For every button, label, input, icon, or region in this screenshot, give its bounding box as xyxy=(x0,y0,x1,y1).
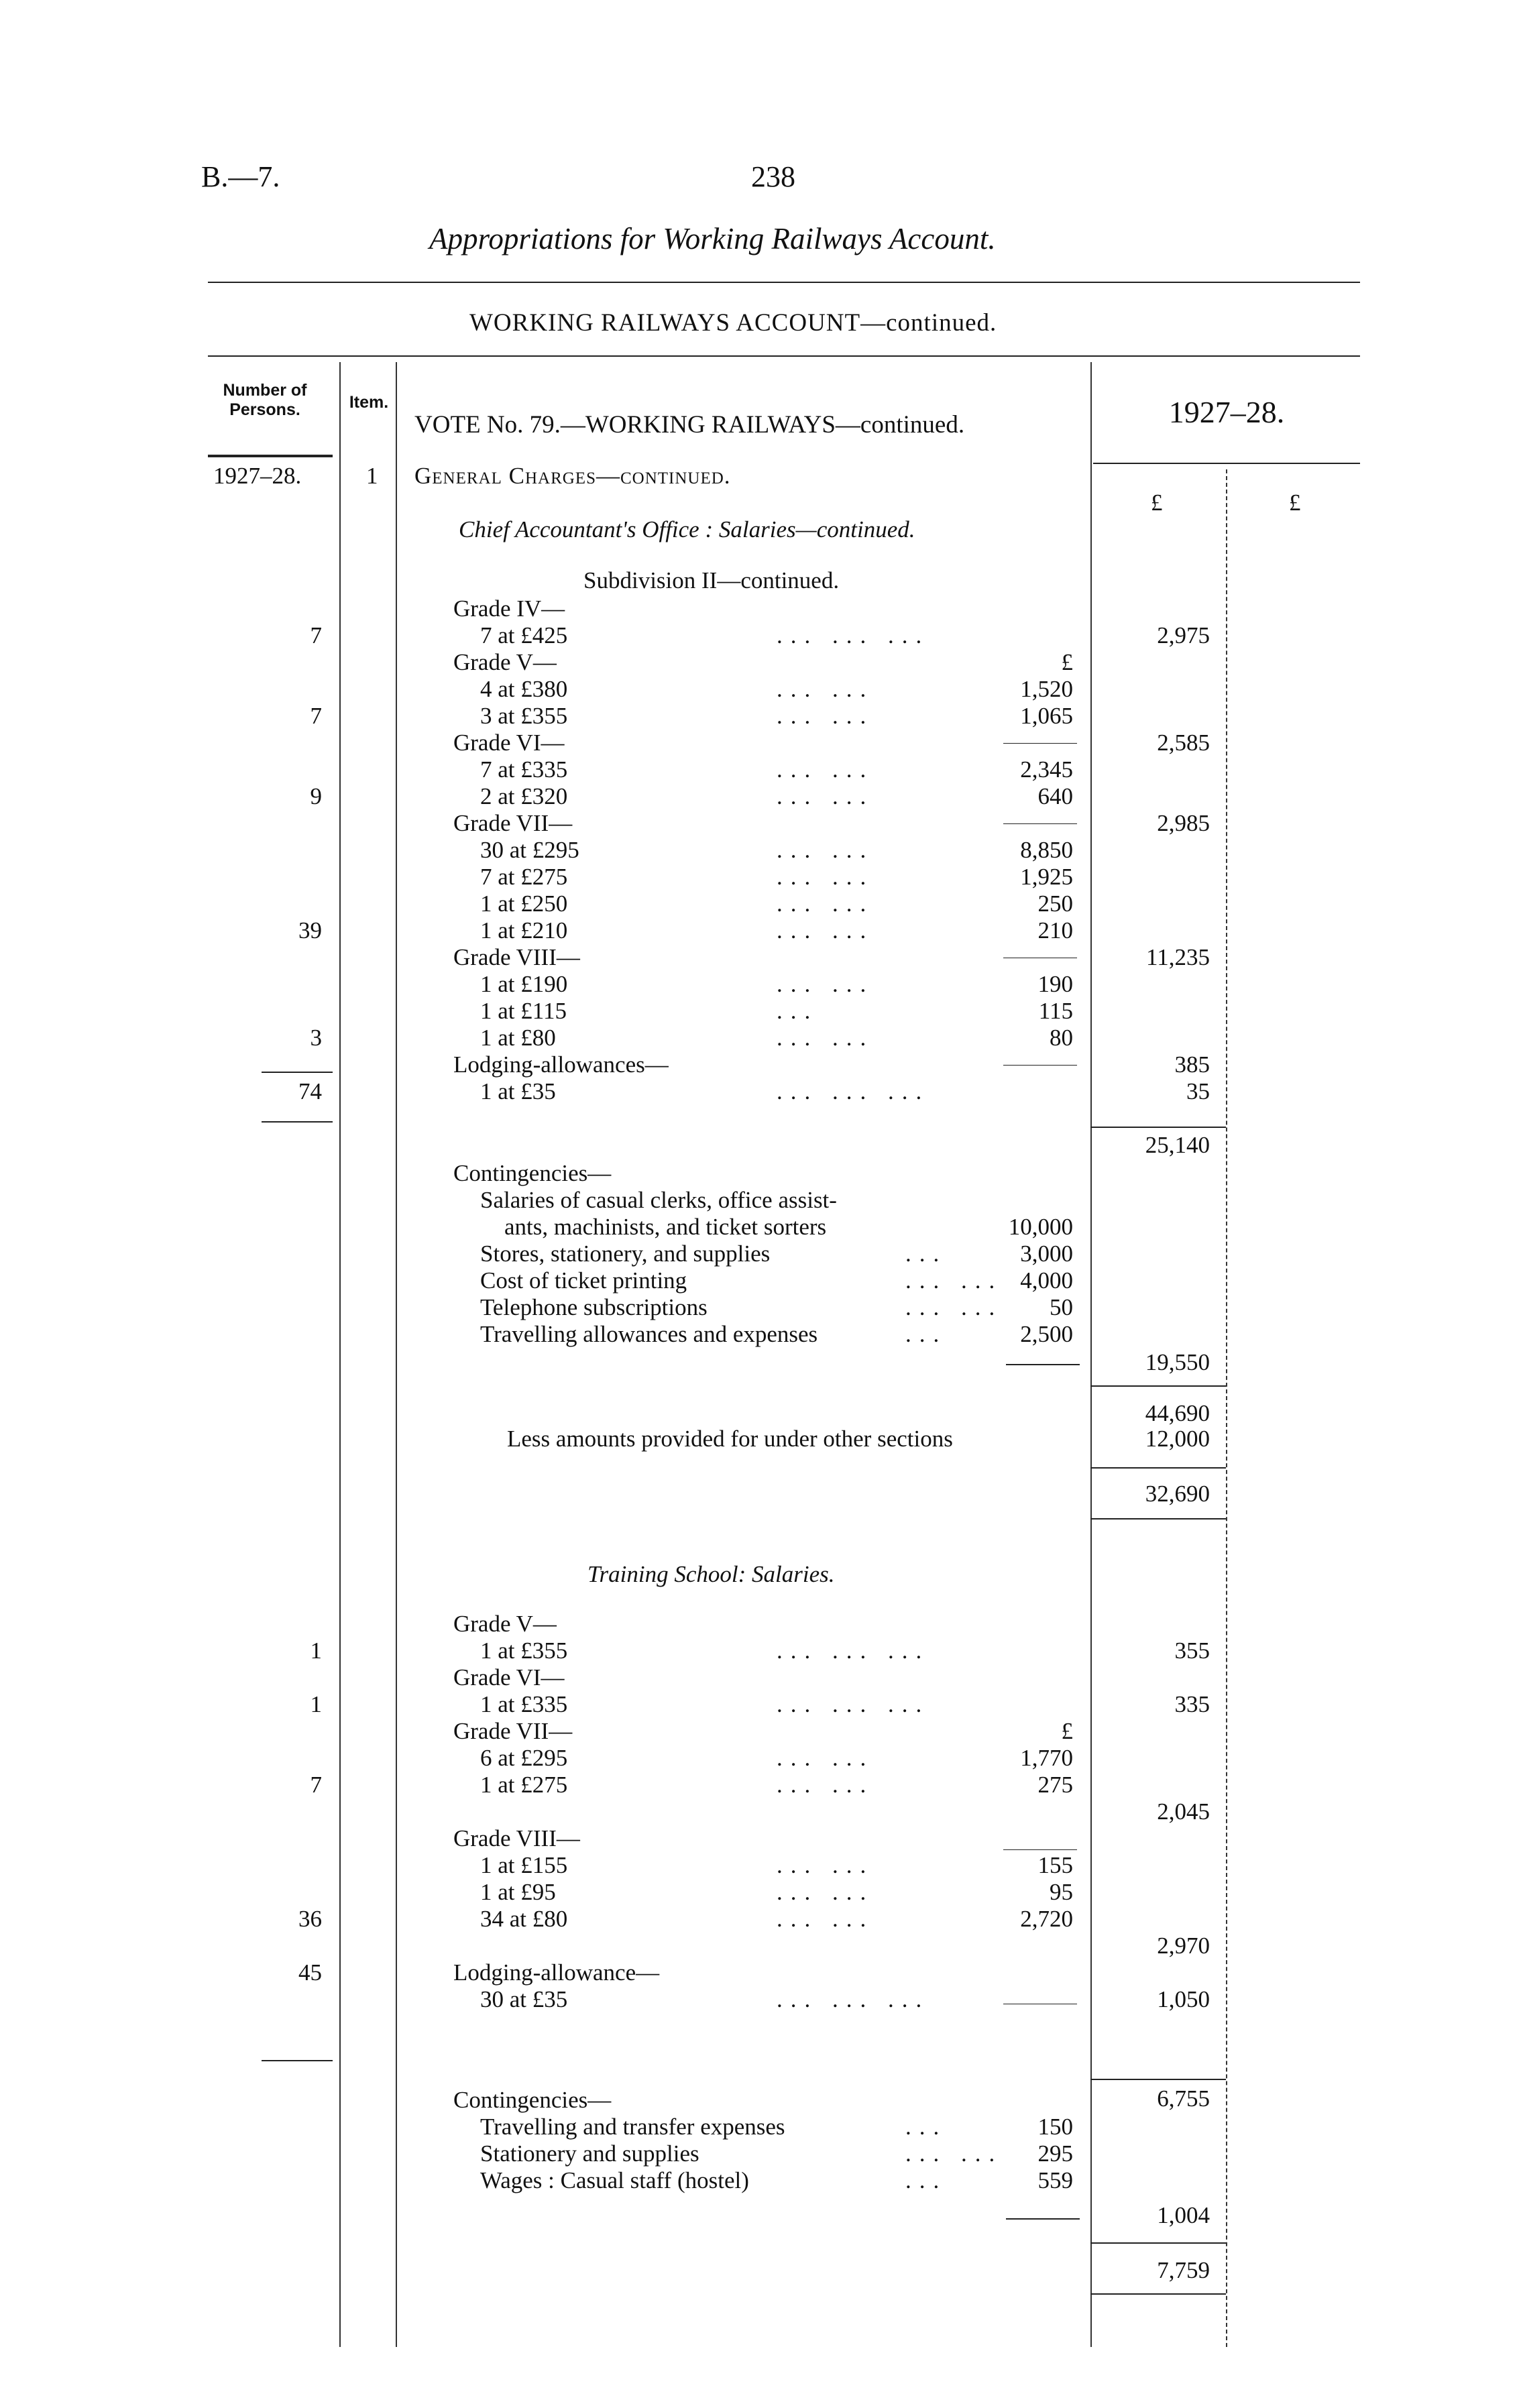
inner-amount: 190 xyxy=(1037,971,1073,997)
outer-amount: 385 xyxy=(1174,1051,1210,1078)
inner-amount: £ xyxy=(1061,1718,1073,1744)
inner-amount: 2,720 xyxy=(1020,1906,1073,1932)
rate-line: 1 at £275 xyxy=(480,1772,568,1798)
persons-count: 36 xyxy=(298,1906,322,1932)
persons-count: 7 xyxy=(310,622,322,648)
rate-line: 1 at £95 xyxy=(480,1879,556,1905)
rule xyxy=(262,1121,333,1123)
grade-heading: Grade VIII— xyxy=(453,1825,580,1851)
grade-heading: Lodging-allowance— xyxy=(453,1959,660,1986)
contingency-line: Travelling and transfer expenses xyxy=(480,2114,785,2140)
rate-line: 3 at £355 xyxy=(480,703,568,729)
rule xyxy=(1003,1065,1077,1066)
outer-amount: 2,975 xyxy=(1157,622,1210,648)
leader-dots: ... ... xyxy=(905,2140,1003,2167)
gross-total: 44,690 xyxy=(1145,1400,1210,1426)
leader-dots: ... ... ... xyxy=(777,622,930,648)
rule xyxy=(1090,1467,1226,1469)
rule xyxy=(1090,1127,1226,1128)
training-heading: Training School: Salaries. xyxy=(587,1561,835,1587)
rule xyxy=(1090,1385,1226,1387)
leader-dots: ... ... xyxy=(905,1267,1003,1294)
grade-heading: Grade VIII— xyxy=(453,944,580,970)
inner-amount: 2,345 xyxy=(1020,756,1073,783)
inner-amount: 250 xyxy=(1037,891,1073,917)
pound-sign: £ xyxy=(1289,490,1301,516)
inner-amount: 640 xyxy=(1037,783,1073,809)
persons-count: 7 xyxy=(310,1772,322,1798)
leader-dots: ... ... xyxy=(905,1294,1003,1320)
rule xyxy=(1090,2242,1226,2244)
leader-dots: ... ... xyxy=(777,917,875,943)
outer-amount: 11,235 xyxy=(1146,944,1210,970)
inner-amount: £ xyxy=(1061,649,1073,675)
leader-dots: ... ... xyxy=(777,676,875,702)
contingency-amount: 3,000 xyxy=(1020,1241,1073,1267)
item-number: 1 xyxy=(366,463,378,489)
contingency-amount: 50 xyxy=(1050,1294,1073,1320)
column-header-vote: VOTE No. 79.—WORKING RAILWAYS—continued. xyxy=(414,411,965,439)
office-heading: Chief Accountant's Office : Salaries—continued. xyxy=(459,516,915,542)
rule xyxy=(1006,2218,1080,2220)
inner-amount: 95 xyxy=(1050,1879,1073,1905)
contingency-line: Salaries of casual clerks, office assist- xyxy=(480,1187,837,1213)
leader-dots: ... xyxy=(905,2114,948,2140)
column-header-year: 1927–28. xyxy=(1168,395,1285,429)
rule xyxy=(1003,743,1077,744)
rule xyxy=(1093,463,1360,464)
contingency-line: Wages : Casual staff (hostel) xyxy=(480,2167,749,2193)
rule xyxy=(208,455,333,457)
subdivision-heading: Subdivision II—continued. xyxy=(583,567,840,593)
contingency-amount: 559 xyxy=(1037,2167,1073,2193)
leader-dots: ... ... xyxy=(777,837,875,863)
grade-heading: Lodging-allowances— xyxy=(453,1051,669,1078)
rule xyxy=(1090,2079,1226,2080)
grade-heading: Grade V— xyxy=(453,649,557,675)
inner-amount: 8,850 xyxy=(1020,837,1073,863)
document-reference: B.—7. xyxy=(201,160,280,193)
leader-dots: ... ... xyxy=(777,1745,875,1771)
rate-line: 7 at £275 xyxy=(480,864,568,890)
grade-heading: Grade VII— xyxy=(453,1718,573,1744)
leader-dots: ... ... xyxy=(777,864,875,890)
grade-heading: Grade VII— xyxy=(453,810,573,836)
leader-dots: ... xyxy=(905,2167,948,2193)
outer-amount: 35 xyxy=(1186,1078,1210,1104)
rate-line: 1 at £80 xyxy=(480,1025,556,1051)
inner-amount: 155 xyxy=(1037,1852,1073,1878)
leader-dots: ... ... xyxy=(777,971,875,997)
rule xyxy=(208,282,1360,283)
rule xyxy=(1006,1364,1080,1365)
contingency-amount: 150 xyxy=(1037,2114,1073,2140)
less-label: Less amounts provided for under other sections xyxy=(507,1426,953,1452)
outer-amount: 2,585 xyxy=(1157,730,1210,756)
rate-line: 34 at £80 xyxy=(480,1906,568,1932)
persons-count: 7 xyxy=(310,703,322,729)
training-subtotal: 6,755 xyxy=(1157,2085,1210,2112)
outer-amount: 2,970 xyxy=(1157,1933,1210,1959)
leader-dots: ... xyxy=(905,1321,948,1347)
inner-amount: 80 xyxy=(1050,1025,1073,1051)
contingencies-heading: Contingencies— xyxy=(453,1160,612,1186)
contingency-line: Travelling allowances and expenses xyxy=(480,1321,818,1347)
outer-amount: 355 xyxy=(1174,1638,1210,1664)
persons-count: 45 xyxy=(298,1959,322,1986)
leader-dots: ... ... xyxy=(777,1879,875,1905)
grand-total: 7,759 xyxy=(1157,2257,1210,2283)
leader-dots: ... ... xyxy=(777,891,875,917)
leader-dots: ... ... xyxy=(777,1906,875,1932)
leader-dots: ... ... xyxy=(777,703,875,729)
persons-count: 1 xyxy=(310,1638,322,1664)
part1-subtotal: 25,140 xyxy=(1145,1132,1210,1158)
rule xyxy=(262,2060,333,2061)
contingency-amount: 10,000 xyxy=(1008,1214,1073,1240)
rate-line: 1 at £155 xyxy=(480,1852,568,1878)
contingency-line: Stationery and supplies xyxy=(480,2140,699,2167)
persons-count: 39 xyxy=(298,917,322,943)
rule xyxy=(208,355,1360,357)
rule xyxy=(1003,823,1077,824)
pound-sign: £ xyxy=(1151,490,1163,516)
contingency-amount: 4,000 xyxy=(1020,1267,1073,1294)
rule xyxy=(1003,1849,1077,1850)
column-rule xyxy=(396,362,397,2347)
outer-amount: 2,045 xyxy=(1157,1798,1210,1825)
leader-dots: ... ... ... xyxy=(777,1078,930,1104)
column-header-item: Item. xyxy=(349,393,389,412)
leader-dots: ... ... ... xyxy=(777,1638,930,1664)
less-value: 12,000 xyxy=(1145,1426,1210,1452)
contingency-amount: 295 xyxy=(1037,2140,1073,2167)
contingencies1-total: 19,550 xyxy=(1145,1349,1210,1375)
rate-line: 2 at £320 xyxy=(480,783,568,809)
rate-line: 1 at £210 xyxy=(480,917,568,943)
rate-line: 1 at £335 xyxy=(480,1691,568,1717)
rule xyxy=(262,1072,333,1073)
inner-amount: 1,770 xyxy=(1020,1745,1073,1771)
contingency-line: Stores, stationery, and supplies xyxy=(480,1241,771,1267)
rate-line: 30 at £295 xyxy=(480,837,579,863)
outer-amount: 335 xyxy=(1174,1691,1210,1717)
grade-heading: Grade IV— xyxy=(453,595,565,622)
persons-count: 3 xyxy=(310,1025,322,1051)
rule xyxy=(1090,1518,1226,1520)
leader-dots: ... ... ... xyxy=(777,1691,930,1717)
leader-dots: ... ... xyxy=(777,1772,875,1798)
inner-amount: 115 xyxy=(1038,998,1073,1024)
page-number: 238 xyxy=(751,160,795,193)
leader-dots: ... xyxy=(905,1241,948,1267)
persons-count: 9 xyxy=(310,783,322,809)
column-rule xyxy=(1226,469,1227,2347)
general-charges-heading: General Charges—continued. xyxy=(414,463,731,489)
rate-line: 6 at £295 xyxy=(480,1745,568,1771)
rate-line: 1 at £250 xyxy=(480,891,568,917)
rate-line: 1 at £115 xyxy=(480,998,567,1024)
contingencies-heading: Contingencies— xyxy=(453,2087,612,2113)
leader-dots: ... xyxy=(777,998,819,1024)
persons-count: 1 xyxy=(310,1691,322,1717)
leader-dots: ... ... ... xyxy=(777,1986,930,2012)
persons-year: 1927–28. xyxy=(213,463,302,489)
grade-heading: Grade VI— xyxy=(453,1664,565,1690)
inner-amount: 1,520 xyxy=(1020,676,1073,702)
page-title: Appropriations for Working Railways Account. xyxy=(429,222,996,255)
grade-heading: Grade V— xyxy=(453,1611,557,1637)
rate-line: 7 at £425 xyxy=(480,622,568,648)
rate-line: 30 at £35 xyxy=(480,1986,568,2012)
net-total: 32,690 xyxy=(1145,1481,1210,1507)
rate-line: 1 at £355 xyxy=(480,1638,568,1664)
section-title: WORKING RAILWAYS ACCOUNT—continued. xyxy=(469,309,997,337)
rate-line: 4 at £380 xyxy=(480,676,568,702)
inner-amount: 1,065 xyxy=(1020,703,1073,729)
rate-line: 7 at £335 xyxy=(480,756,568,783)
contingency-line: ants, machinists, and ticket sorters xyxy=(504,1214,827,1240)
rate-line: 1 at £190 xyxy=(480,971,568,997)
leader-dots: ... ... xyxy=(777,1025,875,1051)
grade-heading: Grade VI— xyxy=(453,730,565,756)
contingency-line: Cost of ticket printing xyxy=(480,1267,687,1294)
column-header-persons: Number of Persons. xyxy=(223,381,307,419)
inner-amount: 1,925 xyxy=(1020,864,1073,890)
rate-line: 1 at £35 xyxy=(480,1078,556,1104)
column-rule xyxy=(339,362,341,2347)
leader-dots: ... ... xyxy=(777,756,875,783)
inner-amount: 210 xyxy=(1037,917,1073,943)
inner-amount: 275 xyxy=(1037,1772,1073,1798)
contingency-amount: 2,500 xyxy=(1020,1321,1073,1347)
leader-dots: ... ... xyxy=(777,783,875,809)
outer-amount: 2,985 xyxy=(1157,810,1210,836)
contingency-line: Telephone subscriptions xyxy=(480,1294,708,1320)
contingencies2-total: 1,004 xyxy=(1157,2202,1210,2228)
outer-amount: 1,050 xyxy=(1157,1986,1210,2012)
leader-dots: ... ... xyxy=(777,1852,875,1878)
persons-count: 74 xyxy=(298,1078,322,1104)
rule xyxy=(1090,2293,1226,2295)
